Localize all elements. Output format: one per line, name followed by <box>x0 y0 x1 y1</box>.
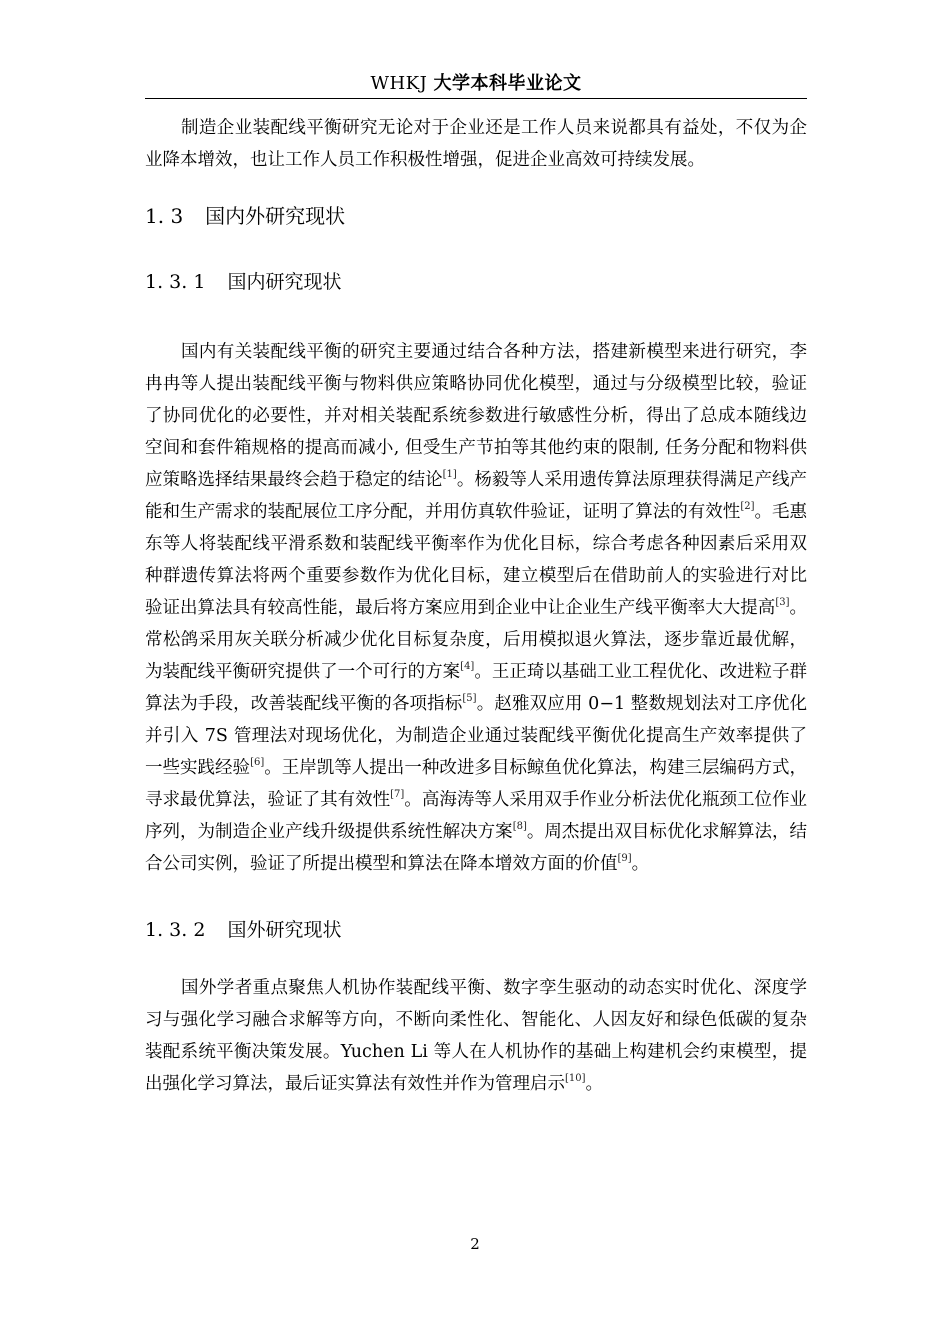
page-number: 2 <box>470 1235 480 1253</box>
intro-paragraph: 制造企业装配线平衡研究无论对于企业还是工作人员来说都具有益处，不仅为企业降本增效，也让工作人员工作积极性增强，促进企业高效可持续发展。 <box>145 118 807 170</box>
running-header <box>145 70 807 98</box>
text-run: 。常松鸽采用灰关联分析减少优化目标复杂度，后用模拟退火算法，逐步靠近最优解，为装配线平衡研究提供了一个可行的方案 <box>145 598 808 682</box>
citation-ref: [9] <box>617 853 632 864</box>
text-run: 。赵雅双应用 0−1 整数规划法对工序优化并引入 7S 管理法对现场优化，为制造企业通过装配线平衡优化提高生产效率提供了一些实践经验 <box>145 694 808 778</box>
subsection-number: 1. 3. 2 <box>145 919 206 941</box>
citation-ref: [8] <box>512 821 527 832</box>
text-run: 国内有关装配线平衡的研究主要通过结合各种方法，搭建新模型来进行研究，李冉冉等人提出装配线平衡与物料供应策略协同优化模型，通过与分级模型比较，验证了协同优化的必要性，并对相关装配系统参数进行敏感性分析，得出了总成本随线边空间和套件箱规格的提高而减小, 但受生产节拍等其他约束的限制, 任务分配和物料供应策略选择结果最终会趋于稳定的结论 <box>145 342 807 490</box>
citation-ref: [6] <box>250 757 265 768</box>
citation-ref: [2] <box>740 501 755 512</box>
citation-ref: [4] <box>460 661 475 672</box>
document-body <box>145 112 807 1100</box>
text-run: 。 <box>631 854 650 874</box>
text-run: 。杨毅等人采用遗传算法原理获得满足产线产能和生产需求的装配展位工序分配，并用仿真软件验证，证明了算法的有效性 <box>145 470 808 522</box>
citation-ref: [10] <box>565 1073 586 1084</box>
subsection-title: 国外研究现状 <box>227 919 342 941</box>
text-run: 。王正琦以基础工业工程优化、改进粒子群算法为手段，改善装配线平衡的各项指标 <box>145 662 808 714</box>
citation-ref: [7] <box>390 789 405 800</box>
header-title: 大学本科毕业论文 <box>433 73 582 94</box>
text-run: 。周杰提出双目标优化求解算法，结合公司实例，验证了所提出模型和算法在降本增效方面的价值 <box>145 822 808 874</box>
text-run: 。高海涛等人采用双手作业分析法优化瓶颈工位作业序列，为制造企业产线升级提供系统性解决方案 <box>145 790 807 842</box>
citation-ref: [5] <box>462 693 477 704</box>
text-run: 。王岸凯等人提出一种改进多目标鲸鱼优化算法，构建三层编码方式，寻求最优算法，验证了其有效性 <box>145 758 808 810</box>
subsection-heading-domestic <box>145 266 807 298</box>
section-heading <box>145 200 807 232</box>
foreign-research-paragraph <box>145 972 807 1100</box>
subsection-number: 1. 3. 1 <box>145 271 206 293</box>
section-number: 1. 3 <box>145 204 184 228</box>
header-latin: WHKJ <box>370 73 428 94</box>
citation-ref: [3] <box>775 597 790 608</box>
domestic-research-paragraph <box>145 336 807 880</box>
text-run: 。毛惠东等人将装配线平滑系数和装配线平衡率作为优化目标，综合考虑各种因素后采用双种群遗传算法将两个重要参数作为优化目标，建立模型后在借助前人的实验进行对比验证出算法具有较高性能，最后将方案应用到企业中让企业生产线平衡率大大提高 <box>145 502 808 618</box>
subsection-title: 国内研究现状 <box>227 271 342 293</box>
subsection-heading-foreign <box>145 914 807 946</box>
section-title: 国内外研究现状 <box>205 204 346 228</box>
header-rule <box>145 98 807 99</box>
text-run: 。 <box>585 1074 604 1094</box>
text-run: 国外学者重点聚焦人机协作装配线平衡、数字孪生驱动的动态实时优化、深度学习与强化学习融合求解等方向，不断向柔性化、智能化、人因友好和绿色低碳的复杂装配系统平衡决策发展。Yuchen Li 等人在人机协作的基础上构建机会约束模型，提出强化学习算法，最后证实算法有效性并作为管理启示 <box>145 978 807 1094</box>
citation-ref: [1] <box>442 469 457 480</box>
